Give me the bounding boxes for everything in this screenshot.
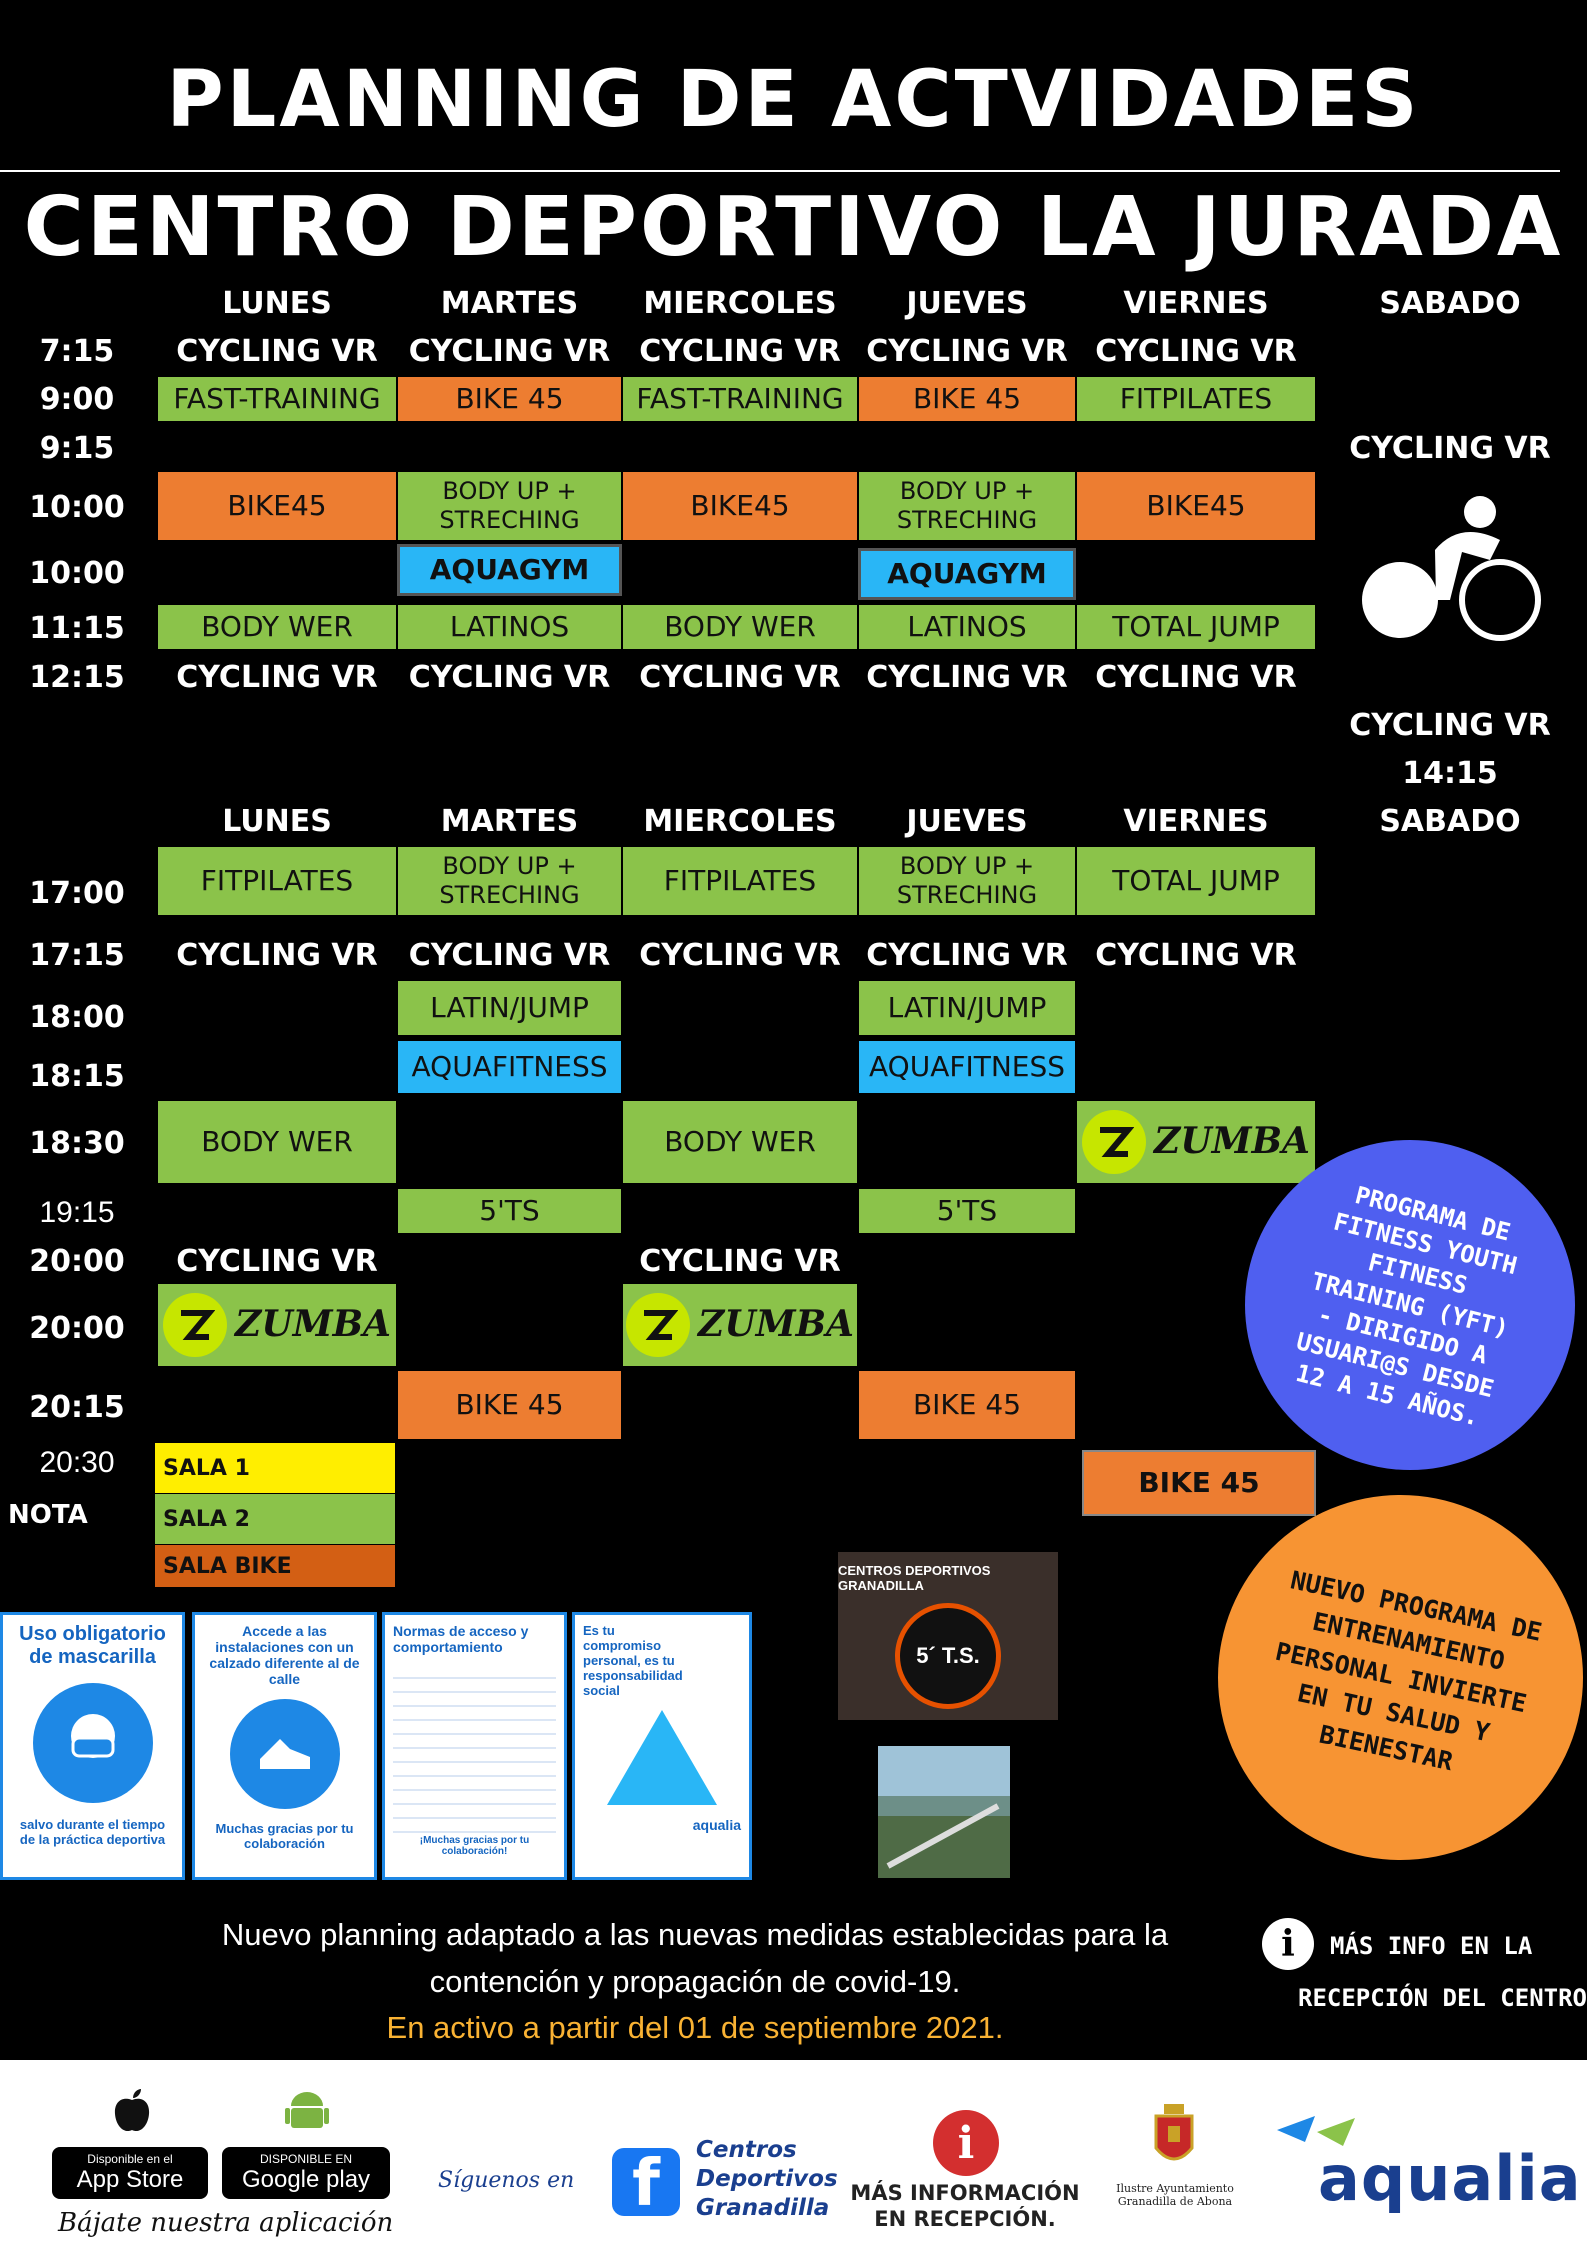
- time-label: 10:00: [29, 490, 125, 525]
- class-cycling-vr: CYCLING VR: [176, 1244, 378, 1279]
- google-play-button[interactable]: [222, 2147, 390, 2199]
- legend-sala-2: SALA 2: [155, 1494, 395, 1544]
- mask-poster-sub: salvo durante el tiempo de la práctica deportiva: [19, 1817, 166, 1847]
- main-title: PLANNING DE ACTVIDADES: [166, 55, 1421, 145]
- ayuntamiento-line-2: Granadilla de Abona: [1117, 2195, 1233, 2208]
- class-cycling-vr: CYCLING VR: [176, 334, 378, 369]
- title-divider: [0, 170, 1560, 172]
- day-header-miercoles: MIERCOLES: [643, 286, 837, 321]
- time-label: 20:00: [29, 1311, 125, 1346]
- class-body-wer: BODY WER: [622, 604, 858, 650]
- class-aquafitness: AQUAFITNESS: [397, 1040, 622, 1094]
- time-label: 7:15: [39, 334, 115, 369]
- class-bike45: BIKE45: [157, 471, 397, 541]
- class-cycling-vr: CYCLING VR: [866, 660, 1068, 695]
- apple-icon: [112, 2088, 152, 2134]
- class-cycling-vr: CYCLING VR: [1095, 938, 1297, 973]
- rules-poster: [382, 1612, 567, 1880]
- class-cycling-vr: CYCLING VR: [639, 334, 841, 369]
- app-store-label: App Store: [76, 2166, 184, 2193]
- class-fitpilates: FITPILATES: [622, 846, 858, 916]
- footer-info-line-2: EN RECEPCIÓN.: [874, 2207, 1056, 2232]
- time-label: 12:15: [29, 660, 125, 695]
- zumba-wordmark: ZUMBA: [1154, 1120, 1310, 1163]
- day-header-miercoles: MIERCOLES: [643, 804, 837, 839]
- saturday-time: 14:15: [1402, 756, 1498, 791]
- personal-training-badge: [1218, 1495, 1583, 1860]
- class-body-wer: BODY WER: [157, 604, 397, 650]
- time-label: 19:15: [39, 1196, 115, 1229]
- class-latin-jump: LATIN/JUMP: [397, 980, 622, 1036]
- 5ts-logo-caption: CENTROS DEPORTIVOS GRANADILLA: [838, 1563, 991, 1593]
- triangle-icon: [607, 1710, 717, 1805]
- class-body-up-streching: BODY UP + STRECHING: [397, 846, 622, 916]
- facebook-page[interactable]: [696, 2136, 838, 2222]
- saturday-cycling-vr: CYCLING VR: [1349, 431, 1551, 466]
- time-label: 10:00: [29, 556, 125, 591]
- notice: [140, 1912, 1250, 2052]
- facebook-icon[interactable]: f: [612, 2148, 680, 2216]
- facebook-page-line-3: Granadilla: [696, 2194, 830, 2221]
- cyclist-icon: [1350, 490, 1550, 650]
- time-label: 20:30: [39, 1446, 115, 1479]
- class-5ts: 5'TS: [397, 1188, 622, 1234]
- class-cycling-vr: CYCLING VR: [408, 334, 611, 369]
- day-header-jueves: JUEVES: [906, 804, 1028, 839]
- time-label: 9:15: [39, 431, 115, 466]
- app-store-button[interactable]: [52, 2147, 208, 2199]
- class-total-jump: TOTAL JUMP: [1076, 604, 1316, 650]
- info-line-2: RECEPCIÓN DEL CENTRO: [1298, 1984, 1587, 2012]
- info-icon: i: [1262, 1918, 1314, 1970]
- zumba-logo-icon: [163, 1293, 227, 1357]
- class-cycling-vr: CYCLING VR: [639, 660, 841, 695]
- ayuntamiento-line-1: Ilustre Ayuntamiento: [1116, 2182, 1234, 2195]
- class-zumba: [1076, 1100, 1316, 1184]
- youth-program-text: PROGRAMA DE FITNESS YOUTH FITNESS TRAINING (YFT) - DIRIGIDO A USUARI@S DESDE 12 A 15 AÑOS.: [1292, 1180, 1520, 1432]
- class-body-up-streching: BODY UP + STRECHING: [397, 471, 622, 541]
- nota-label: NOTA: [8, 1500, 88, 1530]
- day-header-lunes: LUNES: [222, 804, 332, 839]
- coat-of-arms-icon: [1152, 2104, 1196, 2174]
- class-fitpilates: FITPILATES: [157, 846, 397, 916]
- app-store-small: Disponible en el: [87, 2152, 173, 2166]
- ayuntamiento: [1110, 2182, 1240, 2208]
- class-body-wer: BODY WER: [622, 1100, 858, 1184]
- class-cycling-vr: CYCLING VR: [176, 660, 378, 695]
- mask-poster: [0, 1612, 185, 1880]
- facebook-page-line-2: Deportivos: [696, 2165, 838, 2192]
- class-cycling-vr: CYCLING VR: [639, 1244, 841, 1279]
- notice-line-1: Nuevo planning adaptado a las nuevas medidas establecidas para la: [221, 1917, 1169, 1952]
- day-header-martes: MARTES: [440, 286, 579, 321]
- class-bike-45: BIKE 45: [1082, 1450, 1316, 1516]
- 5ts-logo: [838, 1552, 1058, 1720]
- class-fast-training: FAST-TRAINING: [157, 376, 397, 422]
- personal-training-text: NUEVO PROGRAMA DE ENTRENAMIENTO PERSONAL INVIERTE EN TU SALUD Y BIENESTAR: [1272, 1565, 1544, 1777]
- zumba-logo-icon: [626, 1293, 690, 1357]
- mask-icon: [33, 1683, 153, 1803]
- time-label: 18:15: [29, 1059, 125, 1094]
- info-icon: i: [933, 2110, 999, 2176]
- footer-info: [845, 2180, 1085, 2233]
- aqualia-wordmark: aqualia: [1318, 2142, 1582, 2215]
- commitment-poster: [572, 1612, 752, 1880]
- time-label: 20:00: [29, 1244, 125, 1279]
- shoes-poster-sub: Muchas gracias por tu colaboración: [215, 1821, 354, 1851]
- center-title: CENTRO DEPORTIVO LA JURADA: [23, 180, 1564, 275]
- android-icon: [285, 2088, 329, 2134]
- class-aquagym: AQUAGYM: [858, 548, 1076, 600]
- saturday-cycling-vr: CYCLING VR: [1349, 708, 1551, 743]
- zumba-logo-icon: [1082, 1110, 1146, 1174]
- class-cycling-vr: CYCLING VR: [176, 938, 378, 973]
- time-label: 17:00: [29, 876, 125, 911]
- day-header-viernes: VIERNES: [1123, 286, 1269, 321]
- day-header-sabado: SABADO: [1379, 804, 1521, 839]
- time-label: 11:15: [29, 611, 125, 646]
- notice-date: En activo a partir del 01 de septiembre 2021.: [386, 2010, 1004, 2045]
- class-body-up-streching: BODY UP + STRECHING: [858, 471, 1076, 541]
- day-header-lunes: LUNES: [222, 286, 332, 321]
- class-bike45: BIKE45: [622, 471, 858, 541]
- commitment-poster-brand: aqualia: [692, 1817, 741, 1833]
- class-latinos: LATINOS: [858, 604, 1076, 650]
- shoe-icon: [230, 1699, 340, 1809]
- time-label: 17:15: [29, 938, 125, 973]
- rules-poster-sub: ¡Muchas gracias por tu colaboración!: [419, 1835, 530, 1857]
- class-5ts: 5'TS: [858, 1188, 1076, 1234]
- legend-sala-1: SALA 1: [155, 1443, 395, 1493]
- class-cycling-vr: CYCLING VR: [866, 334, 1068, 369]
- zumba-wordmark: ZUMBA: [698, 1303, 854, 1346]
- class-body-up-streching: BODY UP + STRECHING: [858, 846, 1076, 916]
- youth-program-badge: [1245, 1140, 1575, 1470]
- class-bike45: BIKE45: [1076, 471, 1316, 541]
- training-photo: [878, 1746, 1010, 1878]
- shoes-poster: [192, 1612, 377, 1880]
- rules-poster-title: Normas de acceso y comportamiento: [393, 1623, 529, 1655]
- notice-line-2: contención y propagación de covid-19.: [429, 1963, 961, 1999]
- google-play-label: Google play: [241, 2166, 371, 2193]
- class-cycling-vr: CYCLING VR: [866, 938, 1068, 973]
- day-header-martes: MARTES: [440, 804, 579, 839]
- class-bike-45: BIKE 45: [397, 376, 622, 422]
- class-aquagym: AQUAGYM: [397, 544, 622, 596]
- class-cycling-vr: CYCLING VR: [408, 660, 611, 695]
- class-fast-training: FAST-TRAINING: [622, 376, 858, 422]
- class-cycling-vr: CYCLING VR: [1095, 334, 1297, 369]
- class-bike-45: BIKE 45: [858, 376, 1076, 422]
- commitment-poster-title: Es tu compromiso personal, es tu responsabilidad social: [583, 1623, 683, 1698]
- class-cycling-vr: CYCLING VR: [1095, 660, 1297, 695]
- google-play-small: DISPONIBLE EN: [259, 2152, 353, 2166]
- class-latinos: LATINOS: [397, 604, 622, 650]
- day-header-sabado: SABADO: [1379, 286, 1521, 321]
- footer: [0, 2060, 1587, 2245]
- class-total-jump: TOTAL JUMP: [1076, 846, 1316, 916]
- class-fitpilates: FITPILATES: [1076, 376, 1316, 422]
- time-label: 18:30: [29, 1126, 125, 1161]
- mask-poster-title: Uso obligatorio de mascarilla: [19, 1623, 166, 1668]
- shoes-poster-title: Accede a las instalaciones con un calzado diferente al de calle: [209, 1623, 360, 1687]
- class-zumba: [622, 1283, 858, 1367]
- class-cycling-vr: CYCLING VR: [639, 938, 841, 973]
- class-bike-45: BIKE 45: [858, 1370, 1076, 1440]
- zumba-wordmark: ZUMBA: [235, 1303, 391, 1346]
- footer-info-line-1: MÁS INFORMACIÓN: [850, 2181, 1080, 2205]
- facebook-page-line-1: Centros: [696, 2137, 797, 2163]
- legend-sala-bike: SALA BIKE: [155, 1545, 395, 1587]
- class-latin-jump: LATIN/JUMP: [858, 980, 1076, 1036]
- time-label: 20:15: [29, 1390, 125, 1425]
- day-header-jueves: JUEVES: [906, 286, 1028, 321]
- follow-text: Síguenos en: [438, 2168, 575, 2193]
- day-header-viernes: VIERNES: [1123, 804, 1269, 839]
- class-bike-45: BIKE 45: [397, 1370, 622, 1440]
- class-zumba: [157, 1283, 397, 1367]
- class-aquafitness: AQUAFITNESS: [858, 1040, 1076, 1094]
- time-label: 9:00: [39, 382, 115, 417]
- 5ts-logo-mark: 5´ T.S.: [895, 1603, 1001, 1709]
- info-line-1: MÁS INFO EN LA: [1330, 1932, 1533, 1960]
- download-text: Bájate nuestra aplicación: [58, 2208, 394, 2238]
- time-label: 18:00: [29, 1000, 125, 1035]
- class-cycling-vr: CYCLING VR: [408, 938, 611, 973]
- rules-list: [393, 1665, 556, 1835]
- class-body-wer: BODY WER: [157, 1100, 397, 1184]
